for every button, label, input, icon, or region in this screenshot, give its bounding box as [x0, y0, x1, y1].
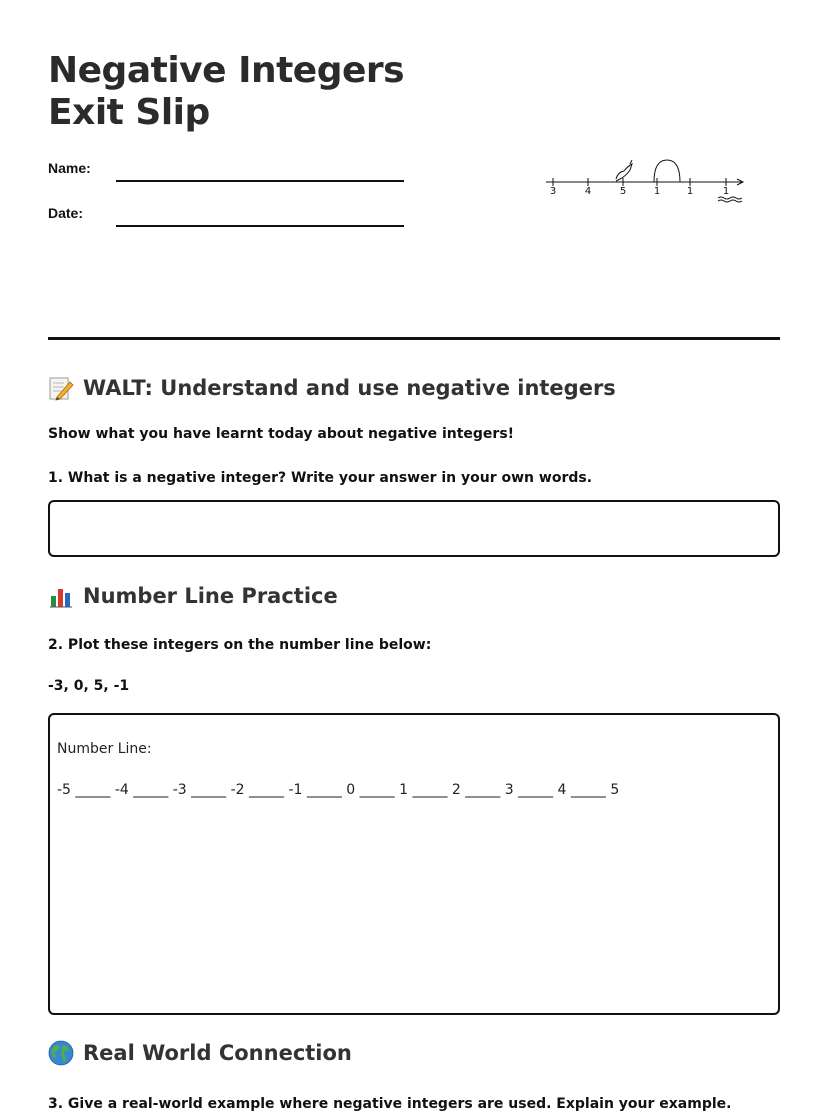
name-field[interactable] [116, 180, 404, 182]
number-line-text: -5 _____ -4 _____ -3 _____ -2 _____ -1 _____ 0 _____ 1 _____ 2 _____ 3 _____ 4 _____ 5 [57, 782, 620, 798]
section-heading-text: Number Line Practice [83, 584, 338, 608]
number-line-label: Number Line: [57, 741, 152, 757]
number-line-answer-box[interactable] [48, 713, 780, 1015]
section-heading-number-line [48, 583, 338, 609]
page-title: Negative Integers Exit Slip [48, 50, 405, 133]
question-1: 1. What is a negative integer? Write your answer in your own words. [48, 470, 593, 486]
tick-label: 3 [549, 186, 557, 197]
date-field[interactable] [116, 225, 404, 227]
section-heading-text: Real World Connection [83, 1041, 352, 1065]
divider [48, 337, 780, 340]
question-2: 2. Plot these integers on the number line below: [48, 637, 432, 653]
tick-label: 5 [619, 186, 627, 197]
answer-1-textarea[interactable] [48, 500, 780, 557]
number-line-illustration-icon [540, 152, 750, 208]
section-heading-text: WALT: Understand and use negative integers [83, 376, 616, 400]
tick-label: 1 [722, 186, 730, 197]
section-heading-walt [48, 375, 616, 401]
integers-to-plot: -3, 0, 5, -1 [48, 678, 130, 694]
name-label: Name: [48, 160, 91, 176]
globe-icon [48, 1040, 74, 1066]
bar-chart-icon [48, 583, 74, 609]
date-label: Date: [48, 205, 84, 221]
tick-label: 1 [653, 186, 661, 197]
tick-label: 4 [584, 186, 592, 197]
tick-label: 1 [686, 186, 694, 197]
section-heading-real-world [48, 1040, 352, 1066]
intro-text: Show what you have learnt today about negative integers! [48, 426, 515, 442]
memo-pencil-icon [48, 375, 74, 401]
question-3: 3. Give a real-world example where negative integers are used. Explain your example. [48, 1096, 732, 1112]
